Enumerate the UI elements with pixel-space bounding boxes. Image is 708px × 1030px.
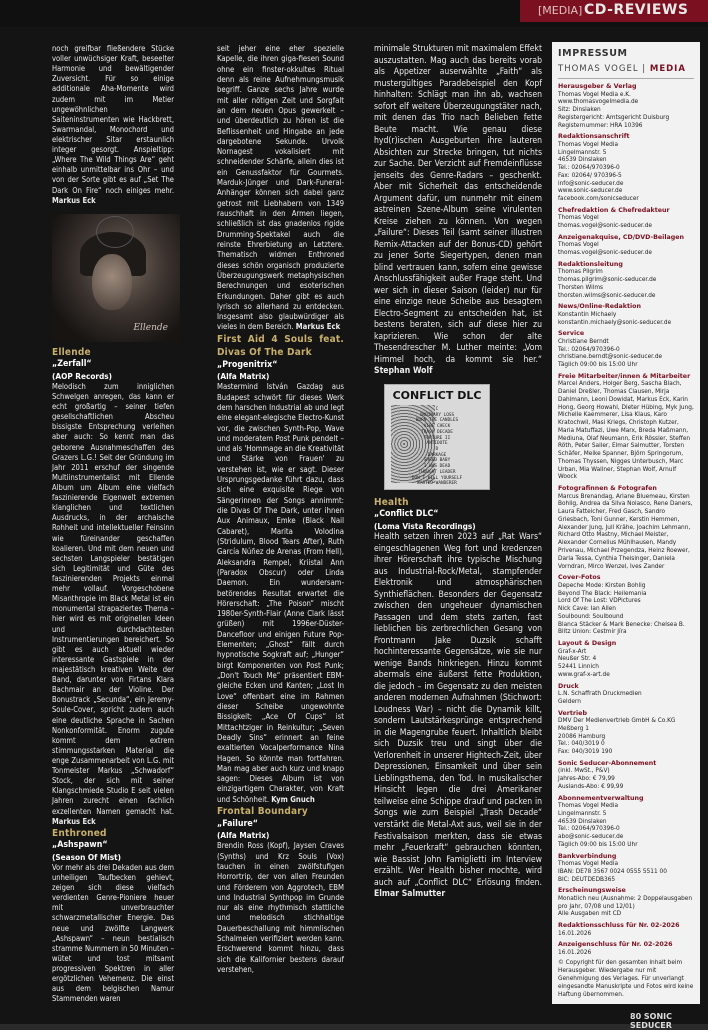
author: Elmar Salmutter	[374, 889, 446, 900]
impressum-line: abo@sonic-seducer.de	[558, 834, 624, 841]
impressum-section	[558, 303, 694, 327]
cover-track: C	[435, 406, 439, 412]
impressum-line: 52441 Linnich	[558, 664, 599, 671]
impressum-line: 16.01.2026	[558, 930, 592, 937]
impressum-heading: Erscheinungsweise	[558, 887, 626, 895]
author: Stephan Wolf	[374, 366, 433, 377]
cover-track: DON'T KILL YOURSELF	[411, 475, 463, 481]
impressum-line: L.N. Schaffrath Druckmedien	[558, 691, 642, 698]
impressum-section	[558, 640, 694, 680]
review-artist: Enthroned	[52, 827, 107, 839]
cover-track: VIBE CHECK	[423, 424, 451, 430]
impressum-line: Täglich 09:00 bis 15:00 Uhr	[558, 841, 638, 848]
impressum-section	[558, 133, 694, 204]
impressum-line: 46539 Dinslaken	[558, 818, 607, 825]
impressum-heading: Redaktionsleitung	[558, 260, 623, 268]
impressum-heading: Redaktionsschluss für Nr. 02-2026	[558, 922, 680, 930]
page-number: 80 SONIC SEDUCER	[630, 1012, 673, 1030]
impressum-heading: Bankverbindung	[558, 852, 617, 860]
cover-track: D	[435, 446, 439, 452]
impressum-section	[558, 683, 694, 707]
column-1	[52, 44, 174, 1004]
cover-track: TORTURE II	[423, 435, 451, 441]
cover-track: BURN THE CANDLES	[415, 418, 459, 424]
impressum-line: Auslands-Abo: € 99,99	[558, 783, 624, 790]
impressum-line: Monatlich neu (Ausnahme: 2 Doppelausgaben pro Jahr, 07/08 und 12/01)	[558, 895, 693, 910]
impressum-heading: Redaktionsanschrift	[558, 133, 630, 141]
impressum-title: IMPRESSUM	[558, 48, 628, 59]
review-artist: First Aid 4 Souls feat. Divas Of The Dark	[217, 333, 344, 359]
cover-title: CONFLICT DLC	[392, 388, 482, 402]
impressum-line: 46539 Dinslaken	[558, 157, 607, 164]
impressum-heading: Druck	[558, 682, 579, 690]
impressum-line: Depeche Mode: Kirsten Bohlig	[558, 582, 646, 589]
impressum-line: thomas.vogel@sonic-seducer.de	[558, 250, 652, 257]
impressum-heading: News/Online-Redaktion	[558, 303, 641, 311]
cover-track: ANTIDOTE	[426, 441, 448, 447]
review-artist: Frontal Boundary	[217, 806, 308, 818]
impressum-section	[558, 234, 694, 258]
impressum-line: info@sonic-seducer.de	[558, 180, 624, 187]
review-text: Vor mehr als drei Dekaden aus dem unheiligen Taufbecken gehievt, zeigen sich diese vielfach verdienten Genre-Pioniere heuer mit unverbrauchter schwarzmetallischer Energie. Das neue und zwölfte Langwerk „Ashspawn“ – neun bestialisch stramme Nummern in 50 Minuten – wütet und tost mitsamt progressiven Spektren in aller ergötzlichen Vehemenz. Die einst aus dem belgischen Namur Stammenden waren	[52, 862, 174, 1004]
impressum-line: Fax: 02064/ 970396-5	[558, 172, 622, 179]
review-label: (AOP Records)	[52, 370, 113, 381]
review-album: „Ashspawn“	[52, 840, 108, 851]
review-label: (Loma Vista Recordings)	[374, 521, 476, 532]
impressum-line: Thomas Vogel Media	[558, 141, 618, 148]
band-logo: Ellende	[133, 322, 168, 333]
impressum-line: Tel.: 02064/970396-0	[558, 826, 620, 833]
review-album: „Progenitrix“	[217, 359, 278, 370]
cover-tracklist	[385, 407, 489, 487]
impressum-section	[558, 795, 694, 850]
cover-track: SHRED BABY	[423, 458, 451, 464]
review-label: (Alfa Matrix)	[217, 830, 270, 841]
impressum-section	[558, 853, 694, 885]
impressum-line: thomas.vogel@sonic-seducer.de	[558, 223, 652, 230]
impressum-line: Lingelmannstr. 5	[558, 149, 607, 156]
impressum-section	[558, 261, 694, 301]
impressum-line: (inkl. MwSt., P&V)	[558, 768, 610, 775]
impressum-line: Thomas Vogel Media	[558, 861, 618, 868]
impressum-line: Thomas Vogel Media	[558, 803, 618, 810]
author: Kym Gnuch	[271, 794, 315, 804]
impressum-heading: Abonnementverwaltung	[558, 794, 644, 802]
impressum-line: BIC: DEUTDEDB365	[558, 876, 616, 883]
impressum-line: Alle Ausgaben mit CD	[558, 911, 622, 918]
impressum-heading: Anzeigenschluss für Nr. 02-2026	[558, 941, 673, 949]
impressum-line: © Copyright für den gesamten Inhalt beim Herausgeber. Wiedergabe nur mit Genehmigung des Verlages. Für unverlangt eingesandte Manuskripte und Fotos wird keine Haftung übernommen.	[558, 960, 694, 998]
column-3	[374, 44, 542, 901]
intro-text: seit jeher eine eher spezielle Kapelle, die ihren giga-fiesen Sound ohne ein finster-okkultes Ritual denn als reine Aufnehmungsmusik begriff. Ganze sechs Jahre wurde mit aller nötigen Zeit und Sorgfalt an dem neuen Opus gewerkelt – und überdeutlich zu hören ist die Beflissenheit und Hingabe an jede dargebotene Sekunde. Urvolk Nornagest vokalisiert mit schneidender Schärfe, allein dies ist ein Genussfaktor für Gourmets. Marduk-Jünger und Dark-Funeral-Anhänger können sich dabei ganz getrost mit Liebhabern von 1349 rauschhaft in den Armen liegen, schließlich ist das gnadenlos rigide Drumming-Spektakel auch die reinste Ehrerbietung an Letztere. Thematisch widmen Enthroned dieses schön organisch produzierte Überzeugungswerk metaphysischen Berechnungen und esoterischen Erkundungen. Daher gibt es auch lyrisch so allerhand zu entdecken. Insgesamt also glaubwürdiger als vieles in dem Bereich. Markus Eck	[217, 44, 344, 332]
impressum-heading: Herausgeber & Verlag	[558, 83, 637, 91]
album-cover-ellende	[52, 214, 180, 342]
review-text: Brendin Ross (Kopf), Jaysen Craves (Synths) und Krz Souls (Vox) tauchen in einen zwölfstufigen Horrortrip, der von allen Freunden und Förderern von Aggrotech, EBM und Industrial Synthpop im Grunde nur als eine rhythmisch stattliche und melodisch stichhaltige Dauerbeschallung mit himmlischen Schalmeien verifiziert werden kann. Erschwerend kommt hinzu, dass sich die Kalifornier bestens darauf verstehen,	[217, 841, 344, 975]
impressum-line: 20086 Hamburg	[558, 733, 606, 740]
intro-text: noch greifbar fließendere Stücke voller unwüchsiger Kraft, beseelter Harmonie und bewältigender Zuversicht. Für so einige additionale Aha-Momente wird zudem mit im Metier ungewöhnlichen Saiteninstrumenten wie Hackbrett, Swarmandal, Monochord und elektrischer Sitar erstaunlich integer gesorgt. Anspieltipp: „Where The Wild Things Are“ geht einhalb unmittelbar ins Ohr – und von der Sorte gibt es auf „Set The Dark On Fire“ noch einiges mehr. Markus Eck	[52, 44, 174, 205]
impressum-line: Sitz: Dinslaken	[558, 107, 601, 114]
review-album: „Failure“	[217, 818, 258, 829]
impressum-line: Tel.: 02064/970396-0	[558, 165, 620, 172]
impressum-heading: Cover-Fotos	[558, 574, 601, 582]
impressum-line: Täglich 09:00 bis 15:00 Uhr	[558, 362, 638, 369]
impressum-line: christiane.berndt@sonic-seducer.de	[558, 354, 663, 361]
review-text: Health setzen ihren 2023 auf „Rat Wars“ eingeschlagenen Weg fort und kredenzen ihrer Hörerschaft ihre typische Mischung aus Industrial-Rock/Metal, stampfender Elektronik und atmosphärischen Synthieflächen. Besonders der Gegensatz zwischen den ungeheuer dynamischen Passagen und dem stets zarten, fast lieblichen bis zerbrechlichen Gesang von Frontmann Jake Duzsik schafft hochinteressante Gegensätze, wie sie nur wenige Bands hinkriegen. Hinzu kommt abermals eine äußerst fette Produktion, die jedoch – im Gegensatz zu den meisten anderen modernen Aufnahmen (Stichwort: Loudness War) – nicht die Dynamik killt, sondern Lautstärkesprünge entsprechend in die Magengrube feuert. Inhaltlich bleibt sich Duzsik treu und singt über die Verlorenheit in unserer Hightech-Zeit, über Depressionen, Einsamkeit und über sein Lieblingsthema, den Tod. In musikalischer Hinsicht legen die drei Amerikaner teilweise eine Schippe drauf und packen in Songs wie zum Beispiel „Trash Decade“ verstärkt die Metal-Axt aus, weil sie in der Festivalsaison merkten, dass sie etwas mehr „Feuerkraft“ gebrauchen könnten, wie Bassist John Famiglietti im Interview erzählt. Wer Health bisher mochte, wird auch auf „Conflict DLC“ Erlösung finden. Elmar Salmutter	[374, 532, 542, 900]
impressum-line: Jahres-Abo: € 79,99	[558, 776, 615, 783]
impressum-section	[558, 207, 694, 231]
impressum-line: www.thomasvogelmedia.de	[558, 99, 639, 106]
impressum-line: Marcel Anders, Holger Berg, Sascha Blach, Daniel Dreßler, Thomas Clausen, Mirja Dahlmann, Leoni Dowidat, Markus Eck, Karin Hong, Georg Howahl, Dieter Hübing, Myk Jung, Michelle Kaemmerer, Lisa Klaus, Karo Kratochwil, Masi Kriegs, Christoph Kutzer, Maria Matuffazi, Uwe Marx, Breda Maßmann, Mediuna, Olaf Neumann, Erik Rössler, Steffen Röth, Peter Sailer, Elmar Salmutter, Torsten Schäfer, Meike Spanner, Björn Springorum, Thomas Thyssen, Nigges Unterbusch, Marc Urban, Mia Wallner, Stephan Wolf, Arnulf Woock	[558, 381, 694, 481]
header-title: CD-REVIEWS	[584, 2, 689, 18]
cover-track: THOUGHT LEADER	[418, 469, 456, 475]
review-album: „Zerfall“	[52, 359, 92, 370]
impressum-line: Graf-x-Art	[558, 648, 587, 655]
impressum-line: Neußer Str. 4	[558, 656, 597, 663]
impressum-line: Thomas Vogel	[558, 215, 599, 222]
impressum-section	[558, 960, 694, 999]
cover-track: WASTED WANDERER	[417, 481, 457, 487]
impressum-section	[558, 760, 694, 792]
impressum-line: IBAN: DE78 3567 0024 0555 5511 00	[558, 868, 667, 875]
impressum-heading: Service	[558, 330, 585, 338]
impressum-heading: Freie Mitarbeiter/innen & Mitarbeiter	[558, 372, 691, 380]
impressum-heading: Anzeigenakquise, CD/DVD-Beilagen	[558, 233, 685, 241]
impressum-line: Thorsten Wilms	[558, 284, 604, 291]
review-text: Melodisch zum inniglichen Schwelgen anregen, das kann er echt großartig – seiner tiefen gesellschaftlichen Abscheu bissigste Entsprechung verleihen aber auch: So kennt man das geborene Ausnahmeschaffen des Grazers L.G.! Seit der Gründung im Jahr 2011 erschuf der singende Multiinstrumentalist mit Ellende Album um Album eine vielfach faszinierende Eigenwelt extremen klanglichen und textlichen Ausdrucks, in der archaische Rohheit und intellektueller Feinsinn wie füreinander geschaffen koalieren. Und mit dem neuen und sechsten Langspieler bestätigen sich Legitimität und Güte des faszinierenden Projekts einmal mehr vollauf. Vorgeschobene Misanthropie im Black Metal ist ein monumental strapaziertes Thema – hier wird es mit originellen Ideen und durchdachtesten Instrumentierungen bereichert. So gibt es auch aktuell wieder interessante Gastspiele in der majestätisch kreativen Weite der Band, darunter von Firtans Klara Bachmair an der Violine. Der Bonustrack „Secunda“, ein Jeremy-Soule-Cover, spricht zudem auch eine deutliche Sprache in Sachen Nonkonformität. Enorm zugute kommt dem extrem stimmungsstarken Material die enge Zusammenarbeit von L.G. mit Tonmeister Markus „Schwadorf“ Stock, der sich mit seiner Klangschmiede Studio E seit vielen Jahren zurecht einen fachlich exzellenten Namen gemacht hat. Markus Eck	[52, 381, 174, 826]
impressum-line: thomas.pilgrim@sonic-seducer.de	[558, 277, 657, 284]
intro-text: minimale Strukturen mit maximalem Effekt auszustatten. Mag auch das bereits vorab als Appetizer auserwählte „Faith“ als mustergültiges Paradebeispiel den Kopf hinhalten: Schlägt man ihn ab, wachsen sofort elf weitere Überzeugungstäter nach, mit denen das Trio nach Belieben fette Beute macht. Wie genau diese hyd(r)ischen Ausgeburten ihre lauteren Absichten zur Strecke bringen, tut nichts zur Sache. Der Verzicht auf Fremdeinflüsse jenseits des Genre-Radars – geschenkt. Aber mit Sicherheit das entscheidende Argument dafür, um nunmehr mit einem astreinen Szene-Album seine virulenten Kreise ziehen zu können. Von wegen „Failure“: Dieses Teil (samt seiner illustren Remix-Attacken auf der Bonus-CD) gehört zu jener Sorte Siegertypen, denen man blind vertrauen kann, sofern eine gewisse Anschlussfähigkeit außer Frage steht. Und wer sich in dieser Saison (leider) nur für eine einzige neue Scheibe aus besagtem Electro-Segment zu entscheiden hat, ist bestens beraten, sich auf diese hier zu kaprizieren. Wie schon der alte Thesendrescher M. Luther meinte: „Vom Himmel hoch, da kommt sie her.“ Stephan Wolf	[374, 44, 542, 377]
impressum-line: Blanca Stäcker & Mark Benecke: Chelsea B.	[558, 621, 685, 628]
album-cover-conflict-dlc	[384, 384, 490, 490]
impressum-line: Blitz Union: Cestmir Jíra	[558, 629, 627, 636]
impressum-line: www.graf-x-art.de	[558, 671, 610, 678]
impressum-line: Konstantin Michaely	[558, 311, 617, 318]
impressum-heading: Layout & Design	[558, 640, 617, 648]
impressum-line: Tel.: 040/3019 0	[558, 741, 605, 748]
impressum-section	[558, 373, 694, 482]
impressum-section	[558, 574, 694, 637]
impressum-heading: Vertrieb	[558, 709, 587, 717]
review-label: (Alfa Matrix)	[217, 371, 270, 382]
impressum-line: Thomas Vogel Media e.K.	[558, 91, 631, 98]
impressum-heading: Chefredaktion & Chefredakteur	[558, 206, 670, 214]
impressum-line: Lord Of The Lost: VDPictures	[558, 598, 641, 605]
impressum-section	[558, 710, 694, 757]
impressum-box	[552, 42, 700, 1004]
column-2	[217, 44, 344, 975]
author: Markus Eck	[52, 816, 96, 826]
review-album: „Conflict DLC“	[374, 509, 439, 520]
impressum-line: Fax: 040/3019 190	[558, 749, 613, 756]
impressum-line: Thomas Vogel	[558, 242, 599, 249]
impressum-line: DMV Der Medienvertrieb GmbH & Co.KG	[558, 718, 676, 725]
section-header	[520, 0, 708, 22]
impressum-line: Christiane Berndt	[558, 338, 609, 345]
review-artist: Health	[374, 496, 409, 508]
impressum-line: 16.01.2026	[558, 949, 592, 956]
impressum-line: Tel.: 02064/970396-0	[558, 346, 620, 353]
cover-track: ORDINARY LOSS	[419, 412, 455, 418]
impressum-line: Marcus Brenandag, Ariane Bluemeau, Kirsten Bohlig, Andrea da Silva Nolasco, Rene Daners, Laura Fatteicher, Fred Gasch, Sandro Griesbach, Toni Gunner, Kerstin Hemmen, Alexander Jung, Jull Krähe, Joachim Lehmann, Richard Otto Mastny, Michael Meister, Alexander Cornelius Mühlhausen, Mandy Privenau, Michael Przegendza, Heinz Roewer, Daria Tessa, Cynthia Theisinger, Daniela Vorndran, Mirco Wenzel, Ives Zander	[558, 493, 693, 570]
impressum-section	[558, 330, 694, 370]
cover-track: I WAS DEAD	[423, 464, 451, 470]
impressum-line: www.sonic-seducer.de	[558, 188, 623, 195]
review-text: Mastermind István Gazdag aus Budapest schwört für dieses Werk dem harschen Industrial ab und legt eine elegant-elegische Electro-Kunst vor, die zwischen Synth-Pop, Wave und moderatem Post Punk pendelt – und als 'Hommage an die Kreativität und Stärke von Frauen' zu verstehen ist, wie er sagt. Dieser Ursprungsgedanke führt dazu, dass sich eine exquisite Riege von Sängerinnen der Songs annimmt: die Divas Of The Dark, unter ihnen Aux Animaux, Emke (Black Nail Cabaret), Marita Volodina (Stridulum, Blood Tears After), Ruth García Núñez de Arenas (From Hell), Aleksandra Rempel, Kriistal Ann (Paradox Obscur) oder Linda Daemon. Ein wundersam-betörendes Resultat erwartet die Hörerschaft: „The Poison“ mischt 1980er-Synth-Flair (Anne Clark lässt grüßen) mit 1996er-Düster-Dancefloor und einigen Future Pop-Elementen; „Ghost“ fällt durch hypnotische Sogkraft auf; „Hunger“ birgt Komponenten von Post Punk; „Don't Touch Me“ präsentiert EBM-gleiche Ecken und Kanten; „Lost In Love“ offenbart eine im Rahmen dieser Scheibe ungewohnte Bissigkeit; „Ace Of Cups“ ist Mittachtziger in Reinkultur; „Seven Deadly Sins“ erinnert an feine exaltierten Vocalperformance Nina Hagen. So könnte man fortfahren. Man mag aber auch kurz und knapp sagen: Dieses Album ist von einzigartigem Charakter, von Kraft und Schönheit. Kym Gnuch	[217, 382, 344, 804]
impressum-line: Beyond The Black: Heilemania	[558, 590, 647, 597]
impressum-line: Soulbound: Soulbound	[558, 613, 624, 620]
author: Markus Eck	[52, 195, 96, 205]
impressum-line: Geldern	[558, 698, 581, 705]
impressum-line: thorsten.wilms@sonic-seducer.de	[558, 292, 656, 299]
impressum-section	[558, 941, 694, 957]
impressum-section	[558, 922, 694, 938]
impressum-line: Registergericht: Amtsgericht Duisburg	[558, 114, 670, 121]
impressum-line: Thomas Pilgrim	[558, 269, 603, 276]
impressum-line: Lingelmannstr. 5	[558, 810, 607, 817]
impressum-line: Registernummer: HRA 10396	[558, 122, 643, 129]
review-label: (Season Of Mist)	[52, 851, 122, 862]
impressum-heading: Sonic Seducer-Abonnement	[558, 759, 657, 767]
cover-track: DARKAGE	[427, 452, 447, 458]
header-section: [MEDIA]	[538, 4, 583, 17]
publisher-logo: THOMAS VOGEL | MEDIA	[558, 64, 694, 79]
impressum-section	[558, 887, 694, 919]
review-artist: Ellende	[52, 346, 91, 358]
impressum-line: Nick Cave: Ian Allen	[558, 606, 616, 613]
impressum-sections	[558, 83, 694, 999]
author: Markus Eck	[295, 322, 341, 332]
cover-track: TRASH DECADE	[421, 429, 453, 435]
impressum-section	[558, 83, 694, 130]
impressum-heading: Fotografinnen & Fotografen	[558, 485, 657, 493]
impressum-line: Meßberg 1	[558, 725, 589, 732]
impressum-line: facebook.com/sonicseducer	[558, 196, 639, 203]
impressum-line: konstantin.michaely@sonic-seducer.de	[558, 319, 672, 326]
impressum-section	[558, 485, 694, 571]
